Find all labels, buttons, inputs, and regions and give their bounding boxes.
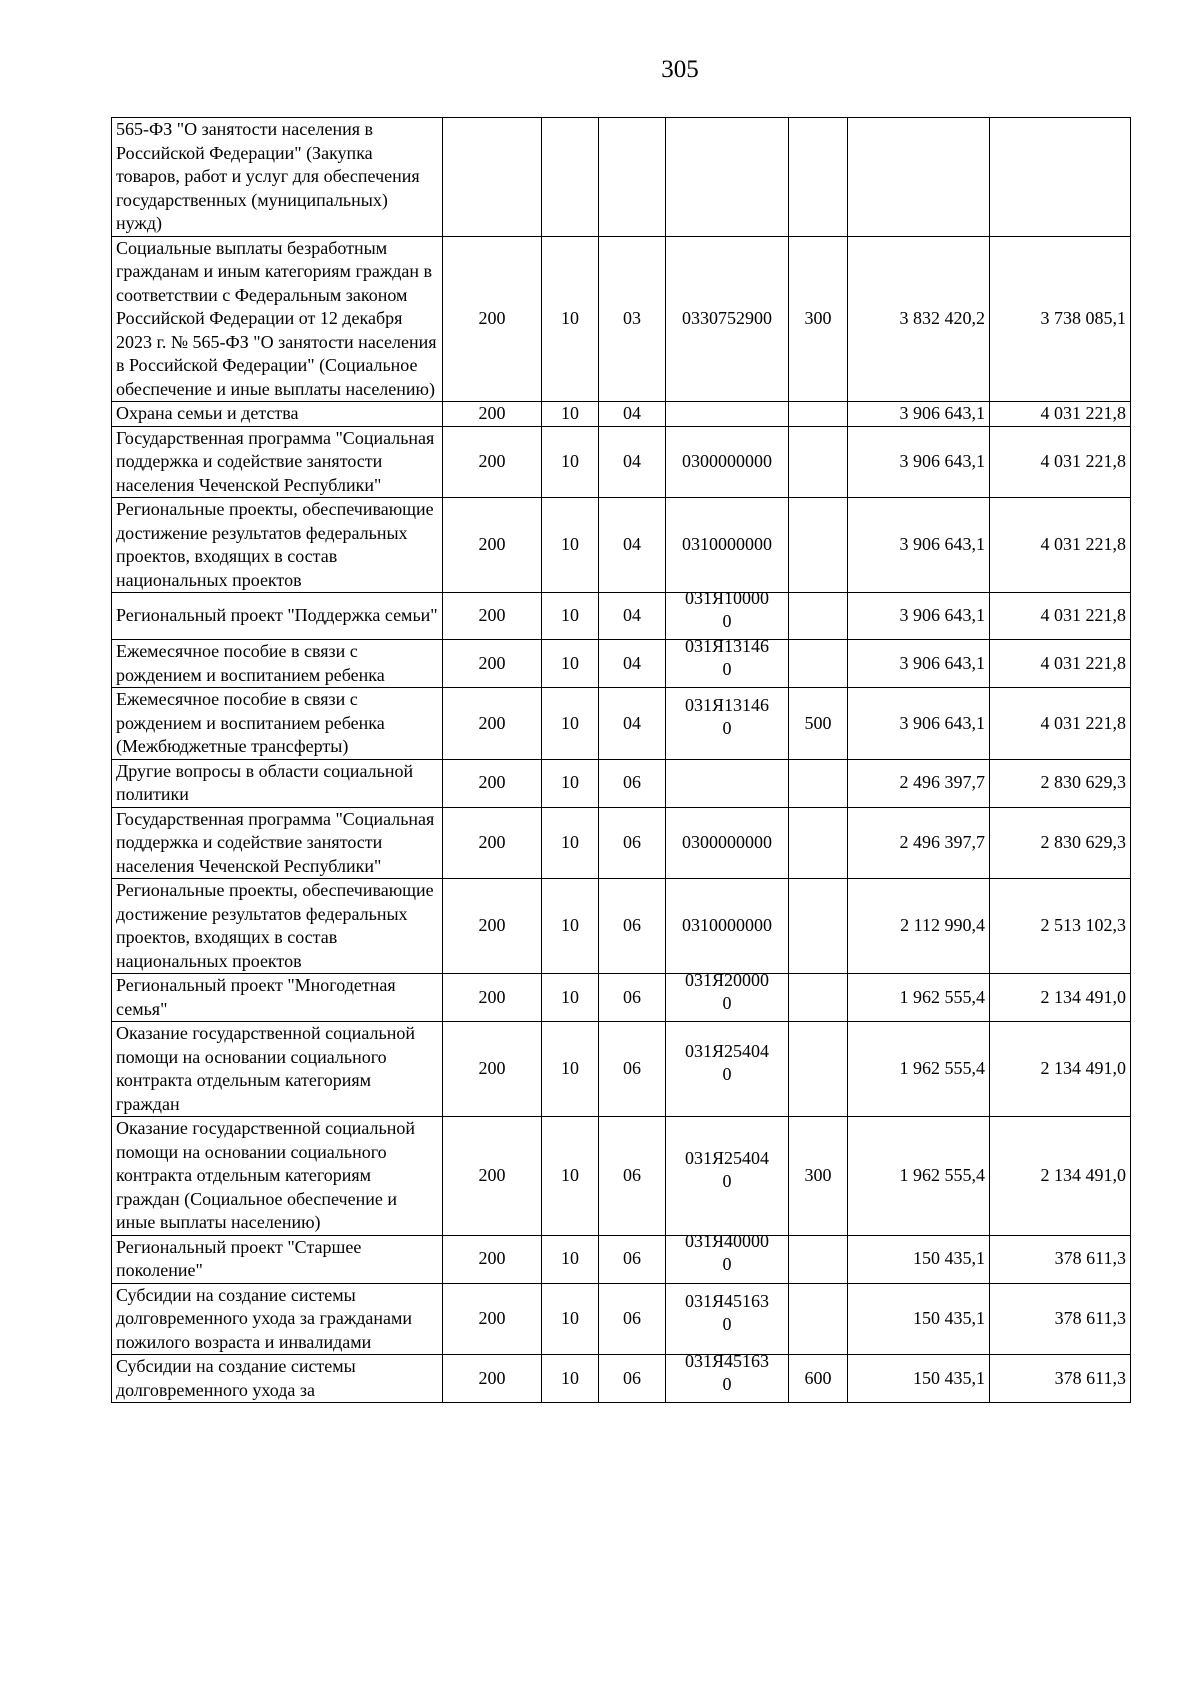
row-sum-2: 4 031 221,8 [990,498,1131,593]
row-rz: 10 [542,879,599,974]
row-vr [789,118,848,237]
table-row [112,974,1131,1022]
row-csr-line-2: 0 [722,1313,732,1334]
row-pr: 06 [599,1117,666,1236]
row-name: Региональный проект "Поддержка семьи" [112,593,443,640]
row-pr: 06 [599,879,666,974]
row-csr [666,1283,789,1355]
table-row [112,688,1131,760]
row-sum-2: 378 611,3 [990,1235,1131,1283]
row-csr: 0300000000 [666,426,789,498]
row-csr: 0310000000 [666,879,789,974]
row-rz: 10 [542,807,599,879]
row-gr: 200 [443,974,542,1022]
row-csr: 0300000000 [666,807,789,879]
row-rz [542,118,599,237]
row-csr-line-1: 031Я45163 [684,1290,769,1311]
row-sum-2: 4 031 221,8 [990,426,1131,498]
row-sum-2: 2 830 629,3 [990,807,1131,879]
row-sum-2: 2 134 491,0 [990,974,1131,1022]
row-csr-line-1: 031Я20000 [684,969,769,990]
row-csr-line-2: 0 [722,718,732,739]
row-sum-1: 3 906 643,1 [848,688,990,760]
row-sum-1: 1 962 555,4 [848,974,990,1022]
row-name: Оказание государственной социальной помощи на основании социального контракта отдельным категориям граждан [112,1022,443,1117]
row-gr: 200 [443,879,542,974]
row-sum-1: 3 906 643,1 [848,426,990,498]
row-csr [666,118,789,237]
row-csr-line-2: 0 [722,658,732,679]
row-csr-line-1: 031Я13146 [684,695,769,716]
row-sum-1: 3 906 643,1 [848,402,990,427]
row-csr [666,1117,789,1236]
row-csr [666,402,789,427]
row-rz: 10 [542,1117,599,1236]
row-vr [789,426,848,498]
table-row [112,879,1131,974]
row-csr-line-2: 0 [722,611,732,631]
row-sum-1 [848,118,990,237]
page-number: 305 [661,56,699,83]
row-sum-1: 150 435,1 [848,1355,990,1403]
row-rz: 10 [542,402,599,427]
table-row [112,593,1131,640]
row-vr [789,974,848,1022]
table-body [112,118,1131,1403]
row-sum-2: 378 611,3 [990,1283,1131,1355]
row-pr: 06 [599,1283,666,1355]
row-pr: 06 [599,1022,666,1117]
row-csr-line-2: 0 [722,1064,732,1084]
row-pr: 04 [599,402,666,427]
row-name: Региональный проект "Многодетная семья" [112,974,443,1022]
row-rz: 10 [542,974,599,1022]
row-csr-line-1: 031Я25404 [684,1041,769,1061]
row-sum-2: 4 031 221,8 [990,640,1131,688]
row-pr: 06 [599,759,666,807]
row-csr: 0310000000 [666,498,789,593]
table-row [112,1235,1131,1283]
row-csr [666,1022,789,1117]
row-name: 565-ФЗ "О занятости населения в Российской Федерации" (Закупка товаров, работ и услуг для обеспечения государственных (муниципальных) нужд) [112,118,443,237]
row-name: Региональные проекты, обеспечивающие достижение результатов федеральных проектов, входящих в состав национальных проектов [112,879,443,974]
row-csr-line-1: 031Я13146 [684,635,769,656]
row-vr [789,1022,848,1117]
row-gr: 200 [443,1117,542,1236]
row-vr: 300 [789,236,848,402]
row-csr-line-2: 0 [722,1170,732,1191]
row-name: Ежемесячное пособие в связи с рождением и воспитанием ребенка [112,640,443,688]
row-sum-1: 3 906 643,1 [848,498,990,593]
row-gr: 200 [443,593,542,640]
row-sum-1: 2 496 397,7 [848,759,990,807]
row-csr: 0330752900 [666,236,789,402]
row-pr: 04 [599,426,666,498]
row-pr: 04 [599,640,666,688]
row-csr-line-2: 0 [722,992,732,1013]
row-name: Государственная программа "Социальная поддержка и содействие занятости населения Чеченской Республики" [112,807,443,879]
row-rz: 10 [542,1235,599,1283]
row-pr: 06 [599,974,666,1022]
row-gr: 200 [443,807,542,879]
row-gr: 200 [443,1235,542,1283]
row-gr: 200 [443,402,542,427]
table-row [112,236,1131,402]
row-sum-1: 2 112 990,4 [848,879,990,974]
row-rz: 10 [542,236,599,402]
row-vr: 600 [789,1355,848,1403]
row-vr [789,593,848,640]
row-gr: 200 [443,426,542,498]
row-gr: 200 [443,759,542,807]
row-rz: 10 [542,1283,599,1355]
row-pr: 04 [599,498,666,593]
row-pr: 06 [599,1355,666,1403]
row-name: Субсидии на создание системы долговременного ухода за [112,1355,443,1403]
row-name: Оказание государственной социальной помощи на основании социального контракта отдельным категориям граждан (Социальное обеспечение и иные выплаты населению) [112,1117,443,1236]
row-rz: 10 [542,1022,599,1117]
row-vr [789,498,848,593]
row-csr-line-1: 031Я10000 [684,588,769,608]
row-gr: 200 [443,1022,542,1117]
row-csr-line-2: 0 [722,1254,732,1274]
table-row [112,1022,1131,1117]
row-pr: 06 [599,807,666,879]
row-name: Социальные выплаты безработным гражданам и иным категориям граждан в соответствии с Федеральным законом Российской Федерации от 12 декабря 2023 г. № 565-ФЗ "О занятости населения в Российской Федерации" (Социальное обеспечение и иные выплаты населению) [112,236,443,402]
table-row [112,1355,1131,1403]
row-sum-2 [990,118,1131,237]
row-gr: 200 [443,236,542,402]
row-gr: 200 [443,1355,542,1403]
row-gr: 200 [443,688,542,760]
table-row [112,426,1131,498]
row-rz: 10 [542,498,599,593]
row-gr: 200 [443,498,542,593]
row-vr: 500 [789,688,848,760]
table-row [112,118,1131,237]
table-row [112,640,1131,688]
row-sum-2: 378 611,3 [990,1355,1131,1403]
row-sum-2: 2 134 491,0 [990,1117,1131,1236]
row-name: Государственная программа "Социальная поддержка и содействие занятости населения Чеченской Республики" [112,426,443,498]
row-vr: 300 [789,1117,848,1236]
row-sum-1: 150 435,1 [848,1283,990,1355]
row-name: Региональный проект "Старшее поколение" [112,1235,443,1283]
row-name: Другие вопросы в области социальной политики [112,759,443,807]
row-pr: 04 [599,688,666,760]
row-name: Охрана семьи и детства [112,402,443,427]
row-sum-1: 2 496 397,7 [848,807,990,879]
row-sum-1: 150 435,1 [848,1235,990,1283]
row-csr [666,1350,789,1403]
row-sum-1: 1 962 555,4 [848,1117,990,1236]
row-csr [666,969,789,1022]
row-rz: 10 [542,640,599,688]
row-vr [789,1283,848,1355]
row-csr-line-1: 031Я45163 [684,1350,769,1371]
row-csr [666,588,789,640]
row-rz: 10 [542,593,599,640]
table-row [112,1283,1131,1355]
table-row [112,498,1131,593]
row-csr-line-2: 0 [722,1373,732,1394]
row-pr: 04 [599,593,666,640]
budget-table [111,117,1131,1403]
row-sum-2: 4 031 221,8 [990,593,1131,640]
row-csr [666,1231,789,1283]
table-row [112,807,1131,879]
row-rz: 10 [542,688,599,760]
row-rz: 10 [542,1355,599,1403]
row-vr [789,807,848,879]
row-name: Ежемесячное пособие в связи с рождением и воспитанием ребенка (Межбюджетные трансферты) [112,688,443,760]
row-name: Субсидии на создание системы долговременного ухода за гражданами пожилого возраста и инвалидами [112,1283,443,1355]
row-pr: 03 [599,236,666,402]
row-sum-2: 4 031 221,8 [990,688,1131,760]
row-vr [789,640,848,688]
table-row [112,1117,1131,1236]
row-csr [666,759,789,807]
row-gr: 200 [443,1283,542,1355]
row-sum-2: 4 031 221,8 [990,402,1131,427]
row-csr [666,688,789,760]
row-gr: 200 [443,640,542,688]
row-csr [666,635,789,688]
row-vr [789,402,848,427]
row-name: Региональные проекты, обеспечивающие достижение результатов федеральных проектов, входящих в состав национальных проектов [112,498,443,593]
row-sum-2: 2 134 491,0 [990,1022,1131,1117]
row-csr-line-1: 031Я25404 [684,1147,769,1168]
row-sum-2: 2 513 102,3 [990,879,1131,974]
row-sum-1: 3 906 643,1 [848,593,990,640]
row-sum-1: 1 962 555,4 [848,1022,990,1117]
row-vr [789,759,848,807]
table-row [112,402,1131,427]
row-rz: 10 [542,759,599,807]
row-vr [789,879,848,974]
row-sum-2: 2 830 629,3 [990,759,1131,807]
row-vr [789,1235,848,1283]
row-pr [599,118,666,237]
row-csr-line-1: 031Я40000 [684,1231,769,1251]
row-rz: 10 [542,426,599,498]
row-sum-1: 3 832 420,2 [848,236,990,402]
row-sum-1: 3 906 643,1 [848,640,990,688]
row-sum-2: 3 738 085,1 [990,236,1131,402]
row-pr: 06 [599,1235,666,1283]
table-row [112,759,1131,807]
row-gr [443,118,542,237]
